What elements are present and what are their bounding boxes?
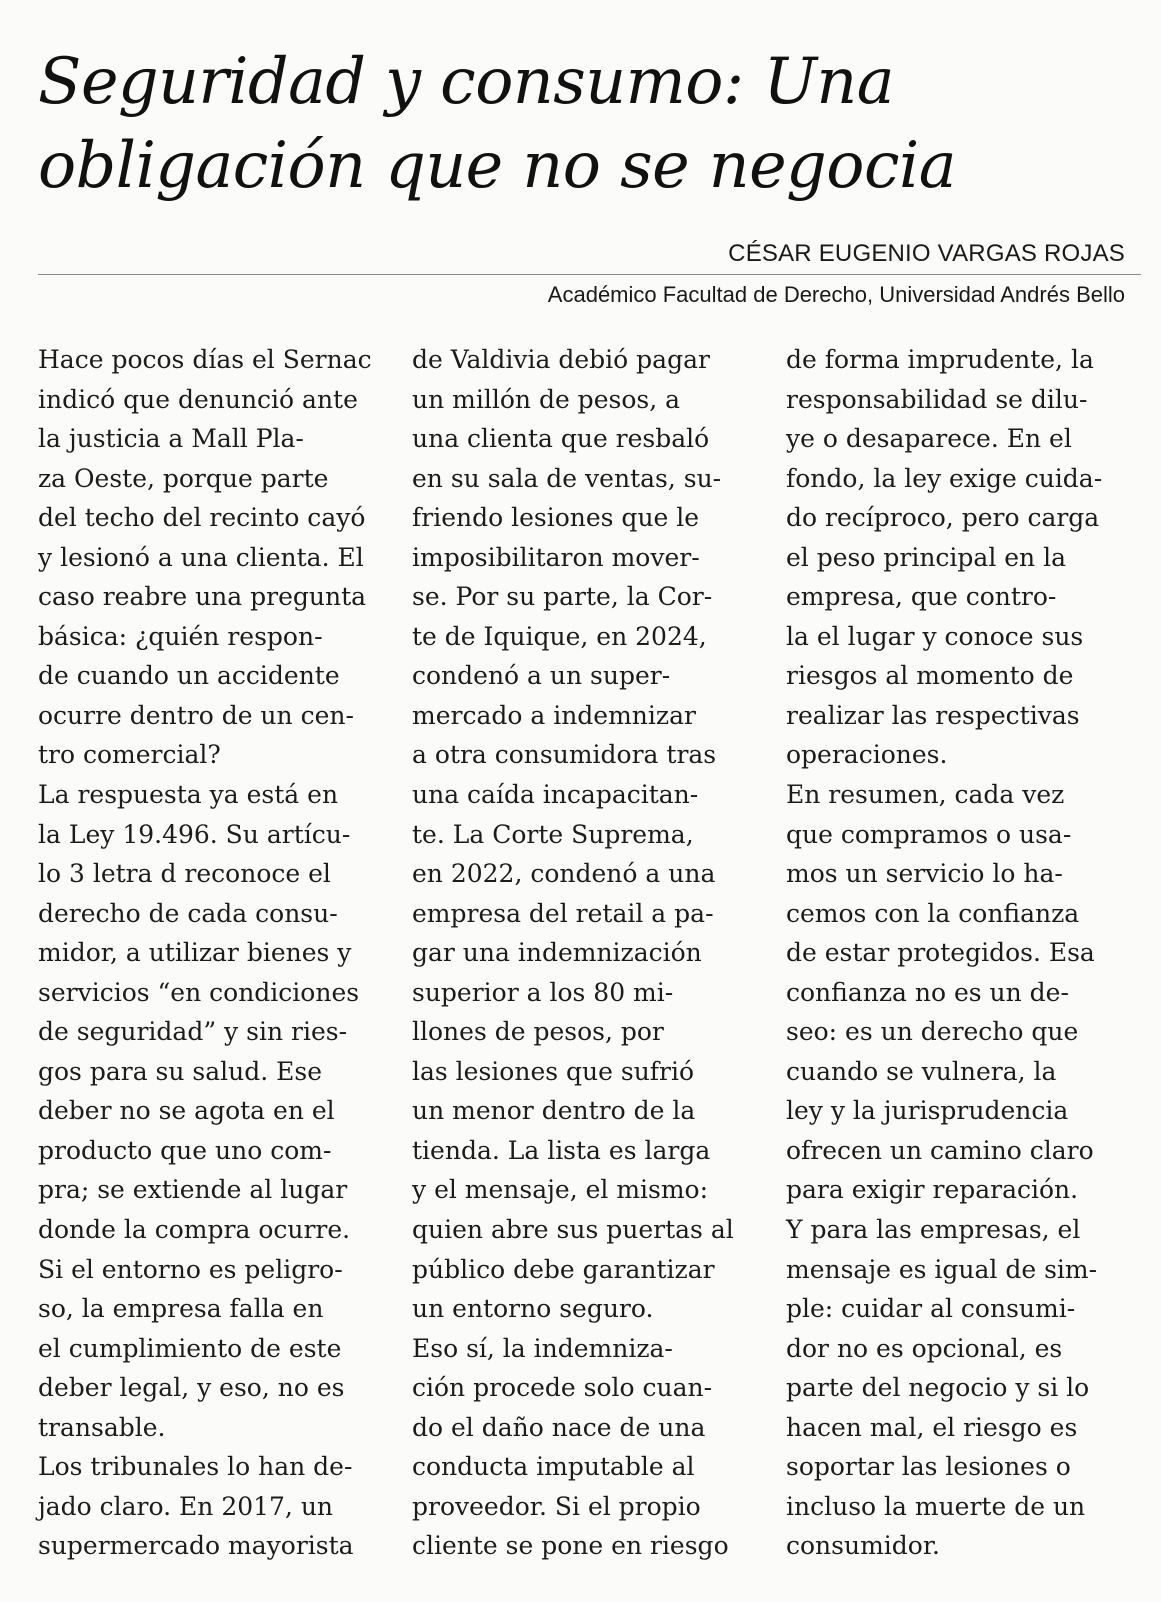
- text-line: Los tribunales lo han de-: [38, 1452, 353, 1482]
- text-line: operaciones.: [786, 740, 948, 770]
- text-line: un entorno seguro.: [412, 1294, 654, 1324]
- text-line: condenó a un super-: [412, 661, 671, 691]
- text-line: confianza no es un de-: [786, 977, 1069, 1007]
- text-line: consumidor.: [786, 1531, 940, 1561]
- text-line: imposibilitaron mover-: [412, 542, 700, 572]
- text-line: ocurre dentro de un cen-: [38, 700, 354, 730]
- text-line: a otra consumidora tras: [412, 740, 717, 770]
- text-line: do recíproco, pero carga: [786, 503, 1100, 533]
- text-line: ofrecen un camino claro: [786, 1135, 1094, 1165]
- text-line: dor no es opcional, es: [786, 1333, 1063, 1363]
- text-line: y el mensaje, el mismo:: [412, 1175, 709, 1205]
- text-line: llones de pesos, por: [412, 1017, 664, 1047]
- text-line: ple: cuidar al consumi-: [786, 1294, 1076, 1324]
- text-line: producto que uno com-: [38, 1135, 332, 1165]
- text-line: Y para las empresas, el: [786, 1215, 1081, 1245]
- text-line: para exigir reparación.: [786, 1175, 1079, 1205]
- text-line: tienda. La lista es larga: [412, 1135, 711, 1165]
- text-line: do el daño nace de una: [412, 1412, 706, 1442]
- text-line: te de Iquique, en 2024,: [412, 621, 707, 651]
- text-line: proveedor. Si el propio: [412, 1491, 701, 1521]
- text-line: mos un servicio lo ha-: [786, 859, 1063, 889]
- text-line: realizar las respectivas: [786, 700, 1080, 730]
- text-line: hacen mal, el riesgo es: [786, 1412, 1078, 1442]
- text-line: soportar las lesiones o: [786, 1452, 1071, 1482]
- text-line: mensaje es igual de sim-: [786, 1254, 1098, 1284]
- text-line: conducta imputable al: [412, 1452, 695, 1482]
- text-line: so, la empresa falla en: [38, 1294, 324, 1324]
- text-line: el cumplimiento de este: [38, 1333, 342, 1363]
- text-column-3: [786, 340, 1124, 1566]
- text-line: básica: ¿quién respon-: [38, 621, 323, 651]
- text-line: za Oeste, porque parte: [38, 463, 329, 493]
- text-line: de cuando un accidente: [38, 661, 340, 691]
- text-line: una clienta que resbaló: [412, 424, 710, 454]
- text-line: empresa, que contro-: [786, 582, 1057, 612]
- title-line-1: Seguridad y consumo: Una: [38, 45, 895, 119]
- text-line: la Ley 19.496. Su artícu-: [38, 819, 351, 849]
- text-line: tro comercial?: [38, 740, 221, 770]
- text-line: la justicia a Mall Pla-: [38, 424, 304, 454]
- author-affiliation: Académico Facultad de Derecho, Universidad Andrés Bello: [547, 282, 1125, 307]
- text-line: del techo del recinto cayó: [38, 503, 366, 533]
- text-line: quien abre sus puertas al: [412, 1215, 734, 1245]
- text-line: de estar protegidos. Esa: [786, 938, 1095, 968]
- text-line: servicios “en condiciones: [38, 977, 360, 1007]
- text-line: seo: es un derecho que: [786, 1017, 1079, 1047]
- text-line: cliente se pone en riesgo: [412, 1531, 729, 1561]
- text-line: de forma imprudente, la: [786, 345, 1094, 374]
- text-line: derecho de cada consu-: [38, 898, 338, 928]
- text-line: gos para su salud. Ese: [38, 1056, 323, 1086]
- text-line: riesgos al momento de: [786, 661, 1074, 691]
- title-line-2: obligación que no se negocia: [38, 129, 957, 203]
- text-column-2: [412, 340, 750, 1566]
- text-line: pra; se extiende al lugar: [38, 1175, 348, 1205]
- text-line: se. Por su parte, la Cor-: [412, 582, 713, 612]
- text-line: midor, a utilizar bienes y: [38, 938, 352, 968]
- text-line: Si el entorno es peligro-: [38, 1254, 343, 1284]
- text-line: gar una indemnización: [412, 938, 702, 968]
- text-line: responsabilidad se dilu-: [786, 384, 1088, 414]
- text-line: La respuesta ya está en: [38, 780, 339, 810]
- text-line: parte del negocio y si lo: [786, 1373, 1090, 1403]
- text-line: supermercado mayorista: [38, 1531, 354, 1561]
- text-line: superior a los 80 mi-: [412, 977, 674, 1007]
- text-line: incluso la muerte de un: [786, 1491, 1086, 1521]
- text-line: deber legal, y eso, no es: [38, 1373, 345, 1403]
- text-line: una caída incapacitan-: [412, 780, 699, 810]
- text-line: ción procede solo cuan-: [412, 1373, 713, 1403]
- text-line: en 2022, condenó a una: [412, 859, 716, 889]
- text-line: En resumen, cada vez: [786, 780, 1065, 810]
- text-line: cemos con la confianza: [786, 898, 1080, 928]
- text-line: y lesionó a una clienta. El: [38, 542, 364, 572]
- text-line: indicó que denunció ante: [38, 384, 358, 414]
- text-line: deber no se agota en el: [38, 1096, 335, 1126]
- text-line: caso reabre una pregunta: [38, 582, 367, 612]
- byline-divider: [38, 274, 1141, 275]
- text-line: lo 3 letra d reconoce el: [38, 859, 331, 889]
- text-line: jado claro. En 2017, un: [38, 1491, 334, 1521]
- text-line: público debe garantizar: [412, 1254, 715, 1284]
- text-line: de Valdivia debió pagar: [412, 345, 710, 374]
- text-line: mercado a indemnizar: [412, 700, 696, 730]
- text-line: te. La Corte Suprema,: [412, 819, 694, 849]
- text-line: donde la compra ocurre.: [38, 1215, 351, 1245]
- text-line: Hace pocos días el Sernac: [38, 345, 372, 374]
- author-name: CÉSAR EUGENIO VARGAS ROJAS: [728, 240, 1125, 267]
- text-column-1: [38, 340, 376, 1566]
- text-line: friendo lesiones que le: [412, 503, 700, 533]
- text-line: que compramos o usa-: [786, 819, 1072, 849]
- text-line: en su sala de ventas, su-: [412, 463, 722, 493]
- text-line: las lesiones que sufrió: [412, 1056, 695, 1086]
- text-line: fondo, la ley exige cuida-: [786, 463, 1103, 493]
- article-title: [38, 40, 1128, 208]
- text-line: el peso principal en la: [786, 542, 1067, 572]
- text-line: la el lugar y conoce sus: [786, 621, 1084, 651]
- text-line: ley y la jurisprudencia: [786, 1096, 1069, 1126]
- text-line: cuando se vulnera, la: [786, 1056, 1057, 1086]
- text-line: empresa del retail a pa-: [412, 898, 714, 928]
- text-line: transable.: [38, 1412, 166, 1442]
- text-line: ye o desaparece. En el: [786, 424, 1072, 454]
- text-line: de seguridad” y sin ries-: [38, 1017, 348, 1047]
- text-line: un millón de pesos, a: [412, 384, 680, 414]
- text-line: un menor dentro de la: [412, 1096, 696, 1126]
- text-line: Eso sí, la indemniza-: [412, 1333, 673, 1363]
